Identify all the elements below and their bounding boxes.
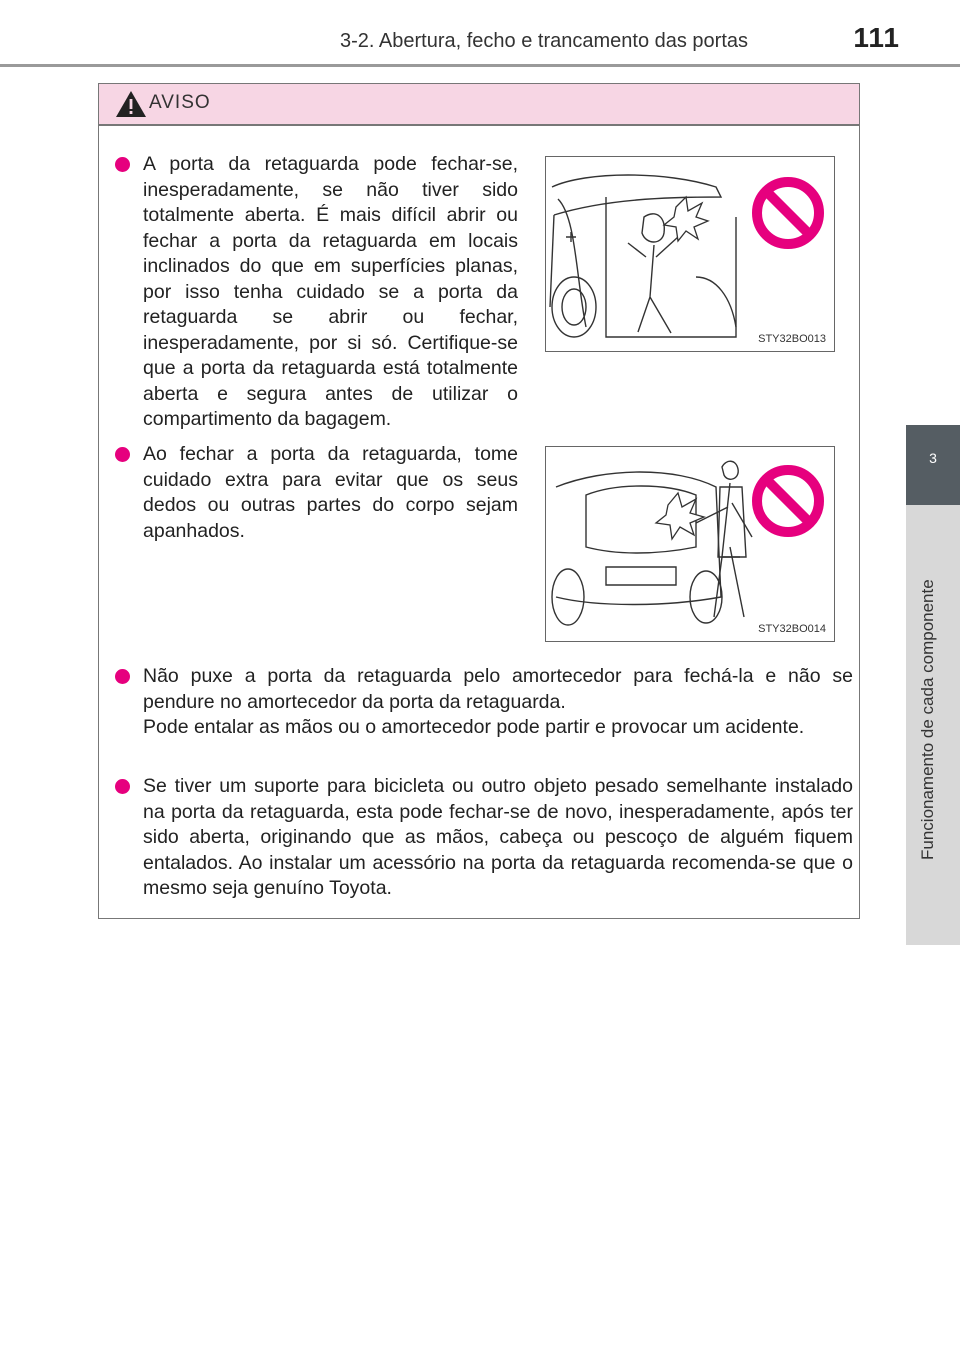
warning-label: AVISO <box>149 92 211 113</box>
bullet-icon <box>115 779 130 794</box>
warning-item-text: Não puxe a porta da retaguarda pelo amortecedor para fechá-la e não se pendure no amortecedor da porta da retaguarda. <box>143 665 853 713</box>
illustration-rear-door-person <box>545 156 835 352</box>
warning-box <box>98 83 860 919</box>
bullet-icon <box>115 157 130 172</box>
prohibition-icon <box>750 463 826 539</box>
figure-code: STY32BO014 <box>758 623 826 635</box>
warning-item-text: A porta da retaguarda pode fechar-se, inesperadamente, se não tiver sido totalmente aberta. É mais difícil abrir ou fechar a porta da retaguarda em locais inclinados do que em superfícies planas, por isso tenha cuidado se a porta da retaguarda se abrir ou fechar, inesperadamente, por si só. Certifique-se que a porta da retaguarda está totalmente aberta e segura antes de utilizar o compartimento da bagagem. <box>143 153 518 430</box>
warning-item <box>143 664 853 741</box>
illustration-closing-door <box>545 446 835 642</box>
page-number: 111 <box>853 22 900 53</box>
warning-item-text-continued: Pode entalar as mãos ou o amortecedor pode partir e provocar um acidente. <box>143 716 805 738</box>
warning-item-text: Se tiver um suporte para bicicleta ou outro objeto pesado semelhante instalado na porta da retaguarda, esta pode fechar-se de novo, inesperadamente, após ter sido aberta, originando que as mãos, cabeça ou pescoço de alguém fiquem entalados. Ao instalar um acessório na porta da retaguarda recomenda-se que o mesmo seja genuíno Toyota. <box>143 775 853 899</box>
figure-code: STY32BO013 <box>758 333 826 345</box>
bullet-icon <box>115 447 130 462</box>
header-divider <box>0 64 960 67</box>
prohibition-icon <box>750 175 826 251</box>
warning-item <box>143 774 853 902</box>
page-header-title: 3-2. Abertura, fecho e trancamento das portas <box>340 30 749 52</box>
chapter-title: Funcionamento de cada componente <box>918 579 937 860</box>
chapter-number: 3 <box>929 450 937 466</box>
warning-item <box>143 442 518 544</box>
warning-item <box>143 152 518 433</box>
impact-burst-icon <box>656 493 704 539</box>
warning-header <box>99 84 859 126</box>
impact-burst-icon <box>664 197 708 241</box>
warning-triangle-icon <box>115 90 147 118</box>
warning-item-text: Ao fechar a porta da retaguarda, tome cuidado extra para evitar que os seus dedos ou outras partes do corpo sejam apanhados. <box>143 443 518 542</box>
bullet-icon <box>115 669 130 684</box>
